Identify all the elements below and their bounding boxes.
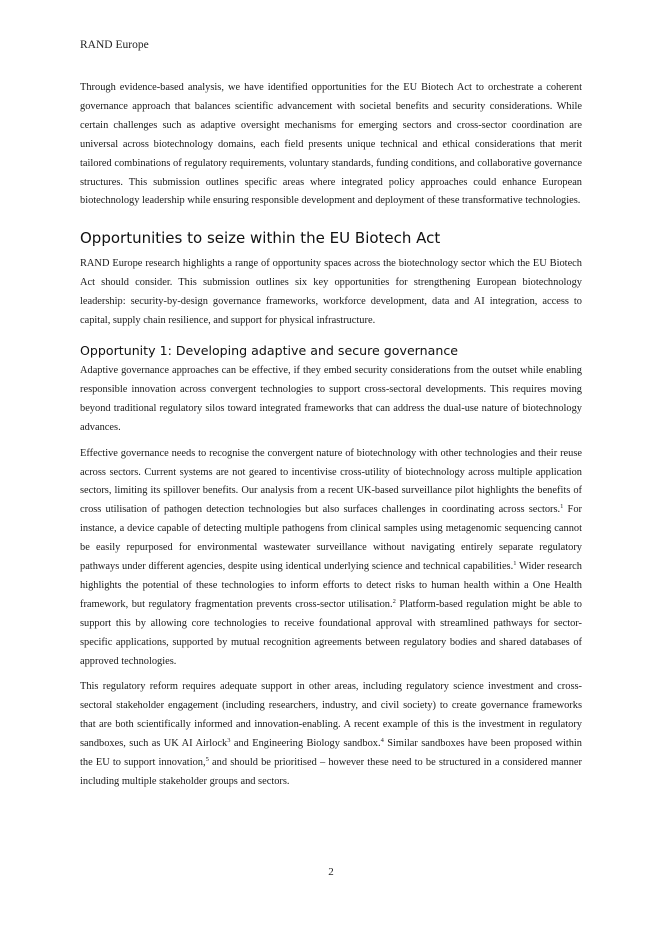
section-intro-paragraph: RAND Europe research highlights a range of opportunity spaces across the biotechnology sector which the EU Biotech Act should consider. This submission outlines six key opportunities for strengthening European biotechnology leadership: security-by-design governance frameworks, workforce development, data and AI integration, access to capital, supply chain resilience, and support for physical infrastructure.	[80, 258, 582, 327]
footnote-ref[interactable]: 5	[205, 756, 209, 764]
footnote-ref[interactable]: 4	[380, 737, 384, 745]
page-number: 2	[328, 866, 334, 878]
opportunity-1-heading: Opportunity 1: Developing adaptive and secure governance	[80, 342, 458, 358]
footnote-ref[interactable]: 1	[560, 503, 564, 511]
text-run: For instance, a device capable of detecting multiple pathogens from clinical samples using metagenomic sequencing cannot be easily repurposed for environmental wastewater surveillance without navigating entirely separate regulatory pathways under different agencies, despite using identical underlying science and technical capabilities.	[80, 504, 582, 573]
text-run: This regulatory reform requires adequate support in other areas, including regulatory science investment and cross-sectoral stakeholder engagement (including researchers, industry, and civil society) to create governance frameworks that are both scientifically informed and innovation-enabling. A recent example of this is the investment in regulatory sandboxes, such as UK AI Airlock	[80, 681, 582, 750]
text-run: and Engineering Biology sandbox.	[230, 738, 381, 750]
text-run: Similar sandboxes have been proposed within the EU to support innovation,	[80, 738, 583, 769]
opportunity-1-paragraph-1: Adaptive governance approaches can be effective, if they embed security considerations from the outset while enabling responsible innovation across convergent technologies to support cross-sectoral developments. This requires moving beyond traditional regulatory silos toward integrated frameworks that can address the dual-use nature of biotechnology advances.	[80, 364, 582, 433]
opportunity-1-paragraph-2	[80, 445, 582, 672]
running-header: RAND Europe	[80, 39, 149, 51]
text-run: and should be prioritised – however these need to be structured in a considered manner including multiple stakeholder groups and sectors.	[80, 757, 582, 787]
opportunity-1-paragraph-3	[80, 678, 582, 791]
section-heading-opportunities: Opportunities to seize within the EU Biotech Act	[80, 229, 441, 248]
footnote-ref[interactable]: 3	[227, 737, 231, 745]
text-run: Platform-based regulation might be able to support this by allowing core technologies to receive foundational approval with streamlined pathways for sector-specific applications, supported by mutual recognition agreements between regulatory bodies and shared databases of approved technologies.	[80, 598, 582, 667]
footnote-ref[interactable]: 1	[513, 560, 517, 568]
footnote-ref[interactable]: 2	[392, 597, 396, 605]
text-run: Effective governance needs to recognise the convergent nature of biotechnology with other technologies and their reuse across sectors. Current systems are not geared to incentivise cross-utility of biotechnology across multiple application sectors, limiting its spillover benefits. Our analysis from a recent UK-based surveillance pilot highlights the benefits of cross utilisation of pathogen detection technologies but also surfaces challenges in coordinating across sectors.	[80, 447, 582, 516]
document-body	[80, 79, 582, 799]
text-run: Wider research highlights the potential of these technologies to inform efforts to detect risks to human health within a One Health framework, but regulatory fragmentation prevents cross-sector utilisation.	[80, 561, 582, 610]
intro-paragraph: Through evidence-based analysis, we have identified opportunities for the EU Biotech Act to orchestrate a coherent governance approach that balances scientific advancement with societal benefits and security considerations. While certain challenges such as adaptive oversight mechanisms for emerging sectors and cross-sector coordination are universal across biotechnology domains, each field presents unique technical and ethical considerations that merit tailored combinations of regulatory requirements, voluntary standards, funding conditions, and collaborative governance structures. This submission outlines specific areas where integrated policy approaches could enhance European biotechnology leadership while ensuring responsible development and deployment of these transformative technologies.	[80, 82, 582, 207]
